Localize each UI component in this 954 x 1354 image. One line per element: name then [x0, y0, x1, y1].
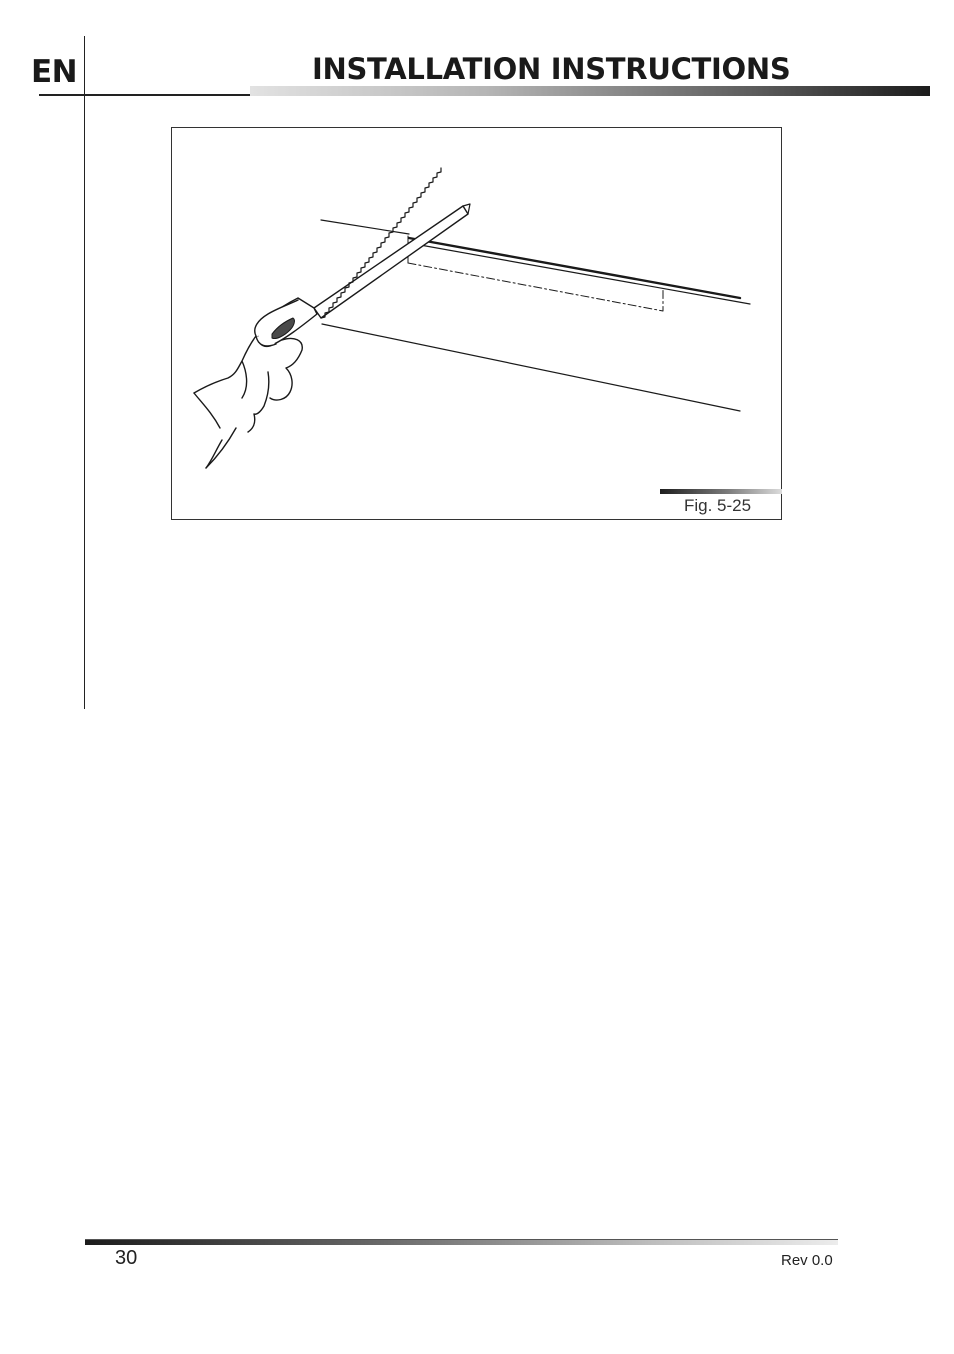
figure-label-bar [660, 489, 782, 494]
language-code: EN [31, 54, 78, 90]
header-rule [39, 94, 251, 96]
page-number: 30 [115, 1247, 138, 1269]
countertop-bottom-edge [409, 243, 750, 304]
countertop-top-edge [409, 238, 740, 298]
footer-rule [85, 1239, 838, 1240]
figure-label: Fig. 5-25 [684, 496, 752, 515]
hand-cuff [194, 393, 222, 468]
revision-label: Rev 0.0 [781, 1252, 833, 1269]
margin-vertical-rule [84, 36, 85, 709]
page-title: INSTALLATION INSTRUCTIONS [312, 52, 791, 86]
header-gradient-bar [250, 86, 930, 96]
figure-frame [171, 127, 782, 520]
countertop-front-edge [322, 324, 740, 411]
saw-cutting-illustration [172, 128, 783, 521]
cut-line-dashed [408, 263, 663, 311]
